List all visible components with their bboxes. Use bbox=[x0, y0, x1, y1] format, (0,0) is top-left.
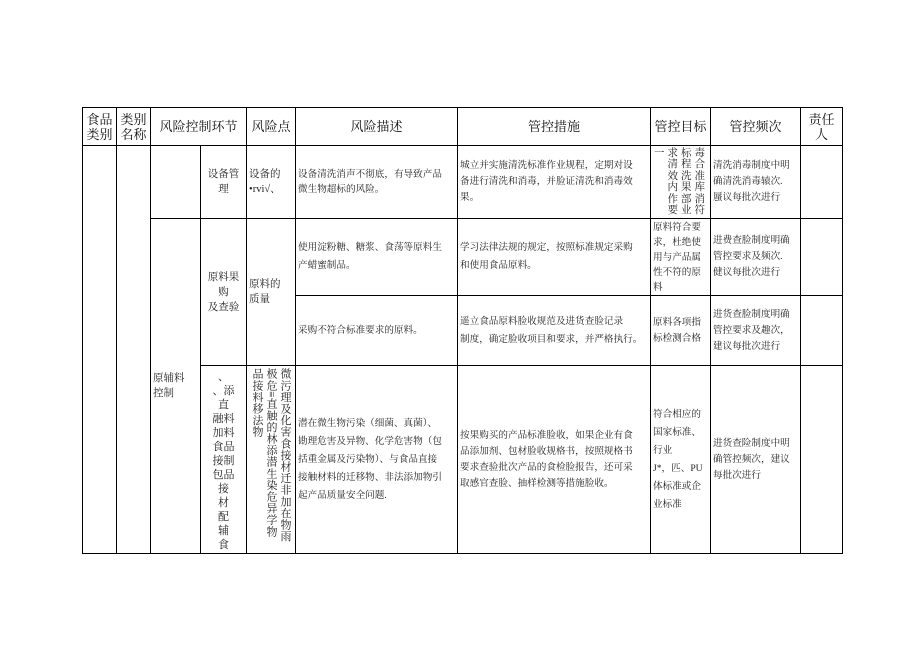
risk-description-text-line: 微生物超标的风险。 bbox=[298, 184, 385, 195]
control-target-text-line: J*，匹、PU bbox=[653, 462, 703, 474]
stage-text-line: 、添 bbox=[212, 384, 235, 397]
stage-text-line: 食品 bbox=[212, 440, 235, 453]
control-frequency-cell bbox=[711, 296, 801, 366]
header-food-category-label-line: 食品 bbox=[86, 111, 113, 127]
stage-text-line: 材 bbox=[218, 496, 229, 509]
risk-description-cell bbox=[296, 366, 458, 554]
risk-description-text-line: 潜在微生物污染（细菌、真菌）、 bbox=[298, 417, 438, 429]
stage-text bbox=[203, 368, 244, 552]
stage-text-line: 及查验 bbox=[207, 301, 240, 313]
risk-description-cell bbox=[296, 219, 458, 296]
control-frequency-text-line: 蜃议每批次进行 bbox=[713, 192, 781, 203]
control-target-text-line: 一求标毒 bbox=[654, 147, 709, 159]
risk-point-vertical-wrap bbox=[249, 368, 293, 552]
risk-description-cell bbox=[296, 146, 458, 219]
control-target-text-line: 原料符合要 bbox=[653, 221, 701, 233]
control-target-cell bbox=[651, 366, 711, 554]
stage-text-line: 包品 bbox=[212, 468, 235, 481]
stage-text-line: 接 bbox=[218, 482, 229, 495]
header-control-measures bbox=[458, 108, 651, 146]
risk-description-text-line: 设备清洗消声不彻底，有导致产品 bbox=[298, 169, 442, 180]
risk-description-text bbox=[298, 167, 455, 197]
risk-description-text bbox=[298, 415, 455, 505]
control-frequency-text bbox=[713, 436, 798, 484]
control-measures-text-line: 制度，确定脸收项目和要求，并严格执行。 bbox=[460, 333, 643, 345]
responsible-person-cell bbox=[801, 366, 843, 554]
control-target-cell bbox=[651, 219, 711, 296]
risk-description-text-line: 勘理危害及异物、化学危害物（包 bbox=[298, 435, 442, 447]
control-frequency-text-line: 进货查脸制度明确 bbox=[713, 308, 790, 320]
control-target-cell bbox=[651, 296, 711, 366]
control-measures-text-line: 要求查验批次产品的食检脸报告，还可采 bbox=[460, 461, 633, 473]
stage-group-cell bbox=[151, 219, 201, 554]
risk-point-text-line: 极危≡直触的林添潜生染危异学物 bbox=[265, 367, 278, 537]
control-frequency-text-line: 管控要求及频次. bbox=[713, 251, 783, 262]
risk-point-text-line: 品接料移法物 bbox=[251, 367, 264, 438]
control-frequency-text bbox=[713, 233, 798, 281]
risk-description-cell bbox=[296, 296, 458, 366]
control-measures-text-line: 按果购买的产品标准脸收，如果企业有食 bbox=[460, 429, 633, 441]
risk-point-text-line: •rvi√、 bbox=[249, 184, 281, 195]
stage-text-line: 辅 bbox=[218, 524, 229, 537]
header-row bbox=[83, 108, 843, 146]
stage-text bbox=[203, 270, 244, 315]
header-food-category bbox=[83, 108, 117, 146]
risk-point-text-line: 原料的 bbox=[249, 279, 281, 290]
control-measures-text bbox=[460, 313, 648, 349]
control-frequency-text-line: 每批次进行 bbox=[713, 469, 761, 481]
control-measures-text bbox=[460, 239, 648, 275]
risk-description-text bbox=[298, 239, 455, 275]
control-measures-cell bbox=[458, 296, 651, 366]
control-target-text-line: 行业 bbox=[653, 444, 673, 456]
control-target-text bbox=[653, 406, 708, 514]
control-measures-cell bbox=[458, 366, 651, 554]
control-measures-text bbox=[460, 428, 648, 492]
control-measures-text-line: 和使用食品原料。 bbox=[460, 260, 537, 271]
control-target-text-line: 用与产品属 bbox=[653, 251, 701, 263]
control-target-text-line: 内果库 bbox=[667, 182, 709, 193]
stage-text-line: 食 bbox=[218, 538, 229, 551]
stage-cell bbox=[201, 146, 247, 219]
control-frequency-text-line: 进货查险制度中明 bbox=[713, 437, 790, 449]
header-control-frequency bbox=[711, 108, 801, 146]
risk-description-text-line: 起产品质量安全问题. bbox=[298, 489, 387, 501]
control-frequency-text-line: 确清洗消毒辕次. bbox=[713, 176, 783, 187]
header-control-measures-label: 管控措施 bbox=[528, 119, 581, 134]
risk-description-text-line: 接触材料的迁移物、非法添加物引 bbox=[298, 471, 442, 483]
control-target-text-line: 求，杜绝使 bbox=[653, 236, 701, 248]
control-frequency-text bbox=[713, 158, 798, 206]
control-target-text-line: 性不符的原 bbox=[653, 266, 701, 278]
risk-description-text bbox=[298, 323, 455, 339]
stage-text-line: 配 bbox=[218, 510, 229, 523]
risk-description-text-line: 采购不符合标准要求的原料。 bbox=[298, 324, 423, 336]
category-name-cell bbox=[117, 146, 151, 554]
header-category-name bbox=[117, 108, 151, 146]
control-target-text-line: 体标准或企 bbox=[653, 480, 701, 492]
risk-description-text-line: 产蜡蜜制品。 bbox=[298, 260, 356, 271]
control-frequency-cell bbox=[711, 366, 801, 554]
stage-text-line: 直 bbox=[218, 398, 229, 411]
control-target-text-line: 料 bbox=[653, 281, 663, 293]
header-control-target-label: 管控目标 bbox=[654, 119, 707, 134]
control-target-text-line: 要业符 bbox=[667, 205, 709, 216]
control-measures-text-line: 果。 bbox=[460, 192, 480, 203]
stage-cell bbox=[201, 366, 247, 554]
control-target-text bbox=[653, 315, 708, 347]
control-measures-text-line: 城立并实施清洗标准作业规程，定期对设 bbox=[460, 160, 633, 171]
control-target-text-line: 作部消 bbox=[667, 193, 709, 205]
control-frequency-cell bbox=[711, 146, 801, 219]
risk-point-text-line: 微污理及化害食接材迁非加在物雨 bbox=[279, 367, 292, 542]
header-control-target bbox=[651, 108, 711, 146]
control-measures-text-line: 备进行清洗和消毒，并脸证清洗和消毒效 bbox=[460, 176, 633, 187]
stage-text bbox=[203, 167, 244, 197]
control-measures-cell bbox=[458, 219, 651, 296]
risk-point-cell bbox=[247, 219, 296, 366]
control-frequency-text-line: 健议每批次进行 bbox=[713, 267, 781, 278]
control-target-cell bbox=[651, 146, 711, 219]
header-responsible-person-label: 责任人 bbox=[808, 111, 835, 142]
control-measures-text bbox=[460, 158, 648, 206]
header-risk-description-label: 风险描述 bbox=[350, 119, 403, 134]
header-food-category-label bbox=[85, 112, 114, 142]
control-measures-text-line: 学习法律法规的规定，按照标准规定采购 bbox=[460, 242, 633, 253]
control-target-text-line: 业标准 bbox=[653, 498, 682, 510]
stage-text-line: 加料 bbox=[212, 426, 235, 439]
header-category-name-label-line: 类别 bbox=[120, 111, 147, 127]
control-target-text-line: 标检测合格 bbox=[653, 332, 701, 344]
risk-control-table bbox=[82, 107, 843, 554]
control-target-text-line: 效洗准 bbox=[667, 170, 709, 182]
table-row bbox=[83, 146, 843, 219]
control-target-text-line: 原料各项指 bbox=[653, 316, 701, 328]
header-category-name-label bbox=[119, 112, 148, 142]
stage-text-line: 融料 bbox=[212, 412, 235, 425]
table-row bbox=[83, 219, 843, 296]
header-risk-point bbox=[247, 108, 296, 146]
control-measures-text-line: 品添加剂、包材脸收规格书，按照规格书 bbox=[460, 445, 633, 457]
header-risk-control-stage-label: 风险控制环节 bbox=[159, 119, 238, 134]
stage-text-line: 设备管理 bbox=[207, 169, 240, 195]
risk-point-text bbox=[249, 277, 293, 307]
control-frequency-cell bbox=[711, 219, 801, 296]
header-category-name-label-line: 名称 bbox=[120, 126, 147, 142]
control-measures-text-line: 遥立食品原料脸收规范及进货查脸记录 bbox=[460, 315, 624, 327]
risk-point-cell bbox=[247, 366, 296, 554]
header-food-category-label-line: 类别 bbox=[86, 126, 113, 142]
control-frequency-text-line: 建议每批次进行 bbox=[713, 340, 781, 352]
responsible-person-cell bbox=[801, 219, 843, 296]
stage-text-line: 接制 bbox=[212, 454, 235, 467]
control-target-text-line: 符合相应的 bbox=[653, 408, 701, 420]
control-frequency-text-line: 确管控频次，建议 bbox=[713, 453, 790, 465]
responsible-person-cell bbox=[801, 296, 843, 366]
control-target-text-line: 清程合 bbox=[667, 159, 709, 170]
header-risk-description bbox=[296, 108, 458, 146]
stage-cell bbox=[201, 219, 247, 366]
stage-group-text-line: 控制 bbox=[153, 388, 174, 399]
responsible-person-cell bbox=[801, 146, 843, 219]
risk-point-cell bbox=[247, 146, 296, 219]
stage-text-line: 、 bbox=[218, 370, 229, 383]
control-target-text bbox=[653, 148, 708, 217]
control-measures-text-line: 取感官查脸、抽样检测等措施脸收。 bbox=[460, 477, 614, 489]
control-frequency-text-line: 进费查脸制度明确 bbox=[713, 235, 790, 246]
control-measures-cell bbox=[458, 146, 651, 219]
header-control-frequency-label: 管控频次 bbox=[729, 119, 782, 134]
header-responsible-person bbox=[801, 108, 843, 146]
risk-point-text-line: 质量 bbox=[249, 294, 271, 305]
header-risk-control-stage bbox=[151, 108, 247, 146]
stage-group-text bbox=[153, 371, 198, 401]
control-target-text-line: 国家标准、 bbox=[653, 426, 701, 438]
control-frequency-text bbox=[713, 307, 798, 355]
stage-group-text-line: 原辅料 bbox=[153, 373, 185, 384]
food-category-cell bbox=[83, 146, 117, 554]
risk-point-text bbox=[250, 368, 292, 552]
risk-point-text bbox=[249, 167, 293, 197]
control-target-text bbox=[653, 220, 708, 295]
stage-text-line: 原料果购 bbox=[207, 271, 240, 298]
risk-description-text-line: 使用淀粉糖、糖浆、食荡等原料生 bbox=[298, 242, 442, 253]
stage-group-cell bbox=[151, 146, 201, 219]
control-frequency-text-line: 清洗消毒制度中明 bbox=[713, 160, 790, 171]
header-risk-point-label: 风险点 bbox=[251, 119, 291, 134]
risk-description-text-line: 括重金属及污染物）、与食品直接 bbox=[298, 453, 438, 465]
risk-point-text-line: 设备的 bbox=[249, 169, 281, 180]
control-frequency-text-line: 管控要求及趣次， bbox=[713, 324, 790, 336]
